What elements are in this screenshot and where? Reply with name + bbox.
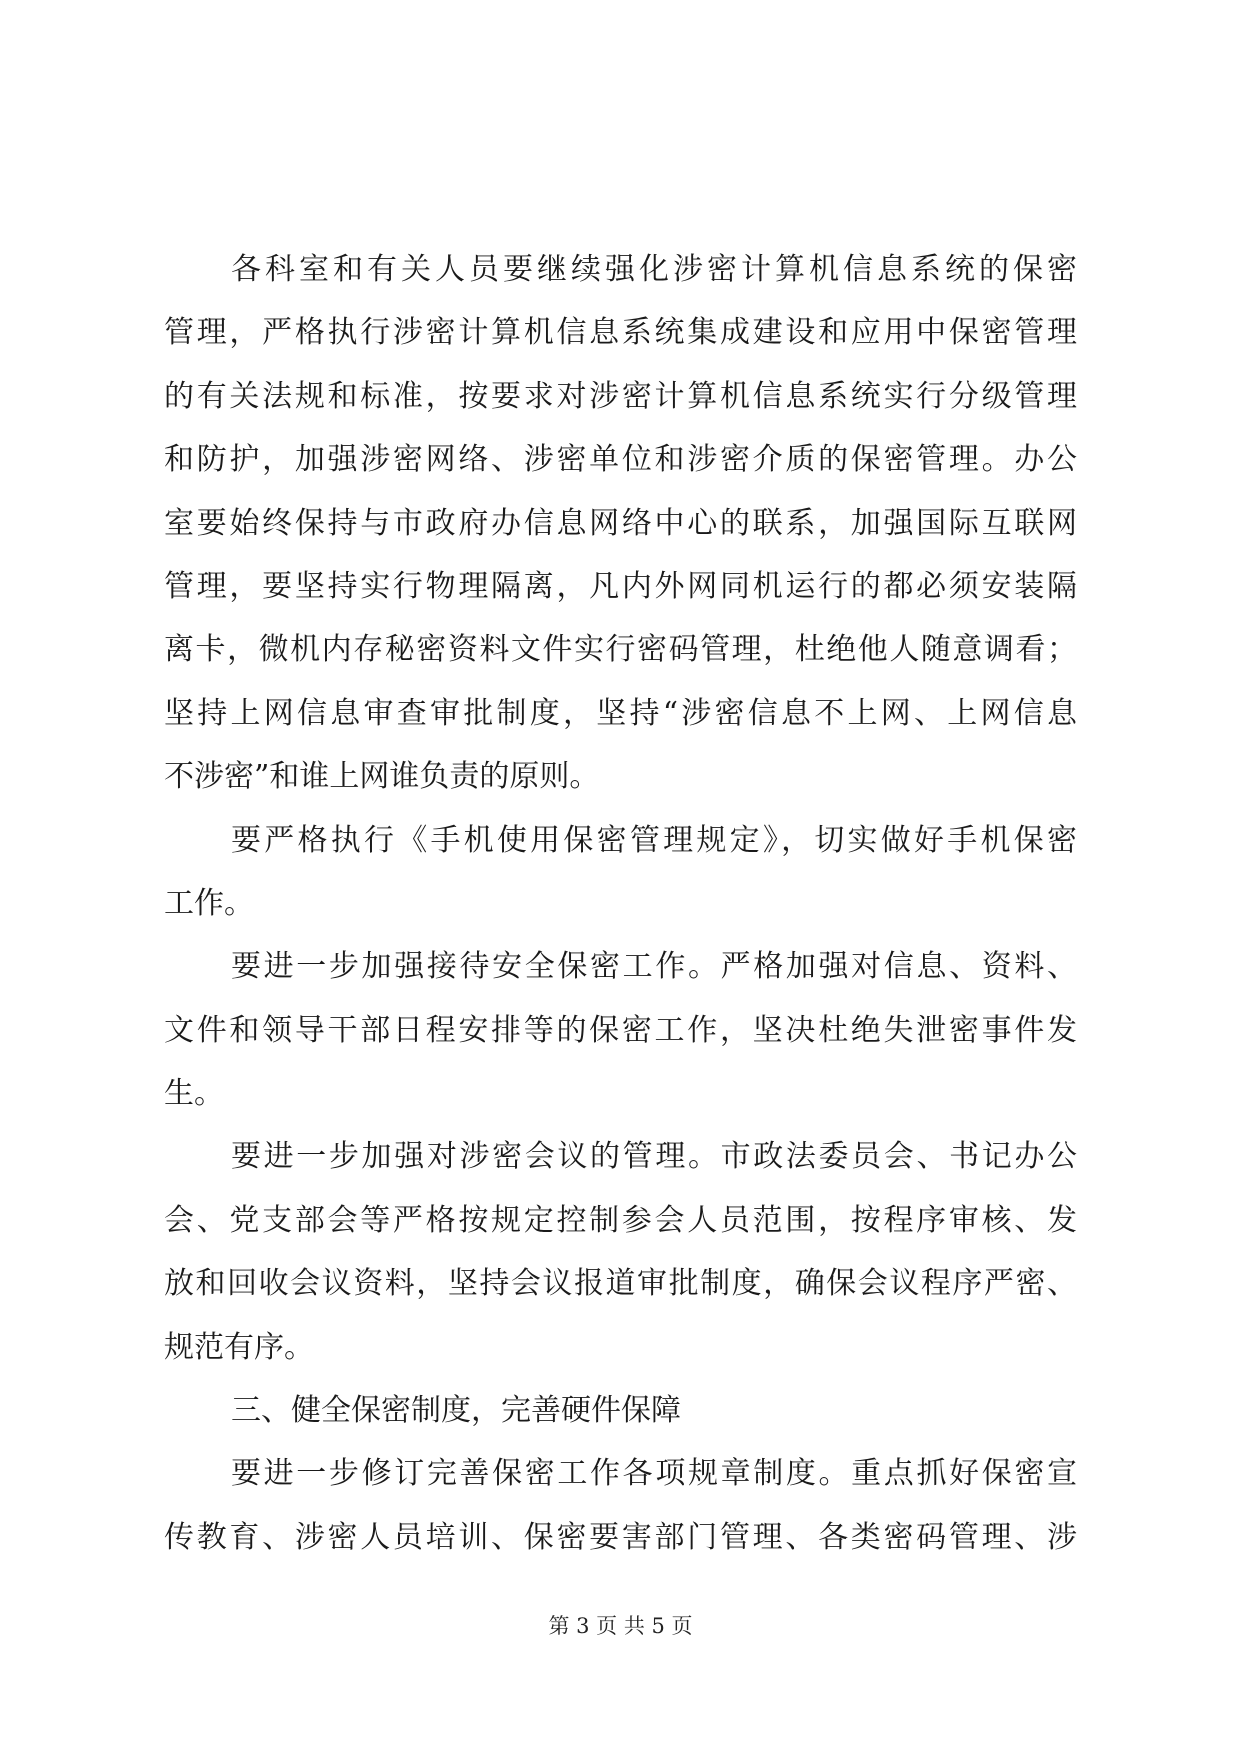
text-line: 工作。 (164, 885, 254, 921)
text-line: 坚持上网信息审查审批制度，坚持“涉密信息不上网、上网信息 (164, 695, 1077, 731)
text-line: 各科室和有关人员要继续强化涉密计算机信息系统的保密 (231, 252, 1077, 287)
document-body (164, 238, 1077, 1569)
text-line: 规范有序。 (164, 1329, 314, 1365)
text-line: 和防护，加强涉密网络、涉密单位和涉密介质的保密管理。办公 (164, 442, 1077, 478)
page-footer (0, 1611, 1241, 1641)
text-line: 离卡，微机内存秘密资料文件实行密码管理，杜绝他人随意调看； (164, 632, 1077, 668)
text-line: 放和回收会议资料，坚持会议报道审批制度，确保会议程序严密、 (164, 1266, 1077, 1302)
text-line: 的有关法规和标准，按要求对涉密计算机信息系统实行分级管理 (164, 378, 1077, 414)
text-line: 文件和领导干部日程安排等的保密工作，坚决杜绝失泄密事件发 (164, 1012, 1077, 1048)
text-line: 不涉密”和谁上网谁负责的原则。 (164, 759, 600, 795)
text-line: 要进一步加强对涉密会议的管理。市政法委员会、书记办公 (231, 1139, 1077, 1175)
text-line: 管理，要坚持实行物理隔离，凡内外网同机运行的都必须安装隔 (164, 568, 1077, 604)
text-line: 传教育、涉密人员培训、保密要害部门管理、各类密码管理、涉 (164, 1519, 1077, 1555)
text-line: 要进一步加强接待安全保密工作。严格加强对信息、资料、 (231, 949, 1077, 985)
text-line: 三、健全保密制度，完善硬件保障 (231, 1393, 681, 1429)
text-line: 生。 (164, 1076, 224, 1112)
text-line: 要严格执行《手机使用保密管理规定》，切实做好手机保密 (231, 822, 1077, 858)
page-number-label: 第 3 页 共 5 页 (548, 1614, 693, 1638)
text-line: 会、党支部会等严格按规定控制参会人员范围，按程序审核、发 (164, 1202, 1077, 1238)
text-line: 管理，严格执行涉密计算机信息系统集成建设和应用中保密管理 (164, 315, 1077, 351)
text-line: 室要始终保持与市政府办信息网络中心的联系，加强国际互联网 (164, 505, 1077, 541)
text-line: 要进一步修订完善保密工作各项规章制度。重点抓好保密宣 (231, 1456, 1077, 1492)
